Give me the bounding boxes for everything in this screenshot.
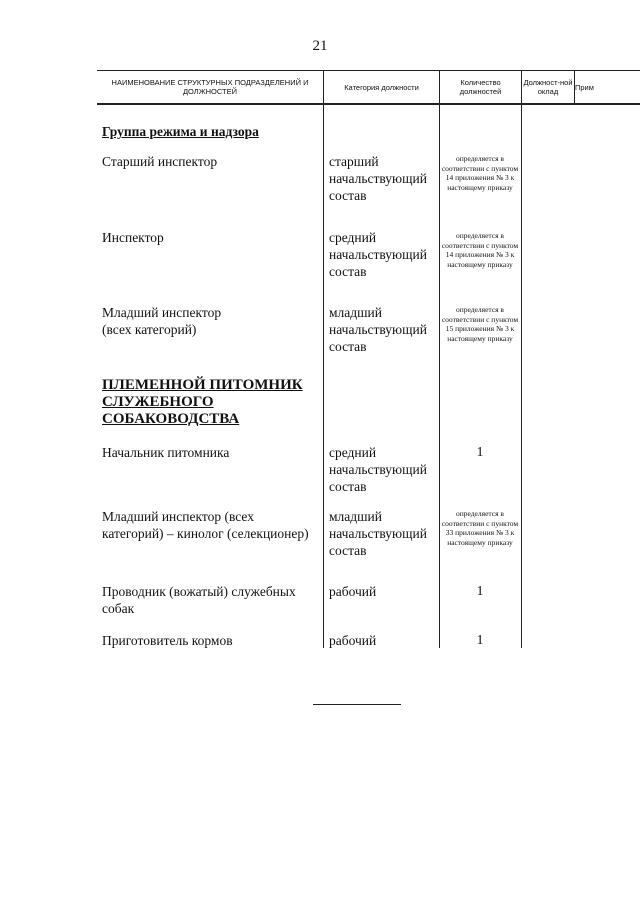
header-category: Категория должности — [344, 82, 419, 92]
position-name: Старший инспектор — [102, 154, 218, 169]
footer-rule — [313, 704, 401, 705]
position-quantity: определяется в соответствии с пунктом 14 приложения № 3 к настоящему приказу — [441, 154, 519, 192]
header-salary: Должност-ной оклад — [523, 78, 573, 96]
header-note: Прим — [575, 82, 594, 92]
column-divider — [521, 70, 522, 648]
position-quantity: 1 — [476, 584, 484, 599]
position-name: Младший инспектор (всех категорий) — [102, 305, 222, 337]
position-name: Приготовитель кормов — [102, 633, 233, 648]
position-quantity: определяется в соответствии с пунктом 15 приложения № 3 к настоящему приказу — [441, 305, 519, 343]
header-name: НАИМЕНОВАНИЕ СТРУКТУРНЫХ ПОДРАЗДЕЛЕНИЙ И ДОЛЖНОСТЕЙ — [111, 78, 309, 96]
position-name: Проводник (вожатый) служебных собак — [102, 584, 296, 616]
section-title: Группа режима и надзора — [102, 124, 259, 139]
position-quantity: определяется в соответствии с пунктом 33 приложения № 3 к настоящему приказу — [441, 509, 519, 547]
page-number: 21 — [312, 38, 328, 54]
position-category: рабочий — [329, 633, 377, 648]
column-divider — [323, 70, 324, 648]
position-name: Начальник питомника — [102, 445, 230, 460]
header-quantity: Количество должностей — [459, 78, 502, 96]
position-category: средний начальствующий состав — [329, 445, 427, 494]
position-category: старший начальствующий состав — [329, 154, 427, 203]
position-category: рабочий — [329, 584, 377, 599]
position-quantity: определяется в соответствии с пунктом 14 приложения № 3 к настоящему приказу — [441, 231, 519, 269]
position-quantity: 1 — [476, 445, 484, 460]
position-quantity: 1 — [476, 633, 484, 648]
position-category: младший начальствующий состав — [329, 509, 427, 558]
position-category: средний начальствующий состав — [329, 230, 427, 279]
position-name: Инспектор — [102, 230, 164, 245]
section-title: ПЛЕМЕННОЙ ПИТОМНИК СЛУЖЕБНОГО СОБАКОВОДСТВА — [102, 377, 303, 427]
position-category: младший начальствующий состав — [329, 305, 427, 354]
position-name: Младший инспектор (всех категорий) – кинолог (селекционер) — [102, 509, 309, 541]
